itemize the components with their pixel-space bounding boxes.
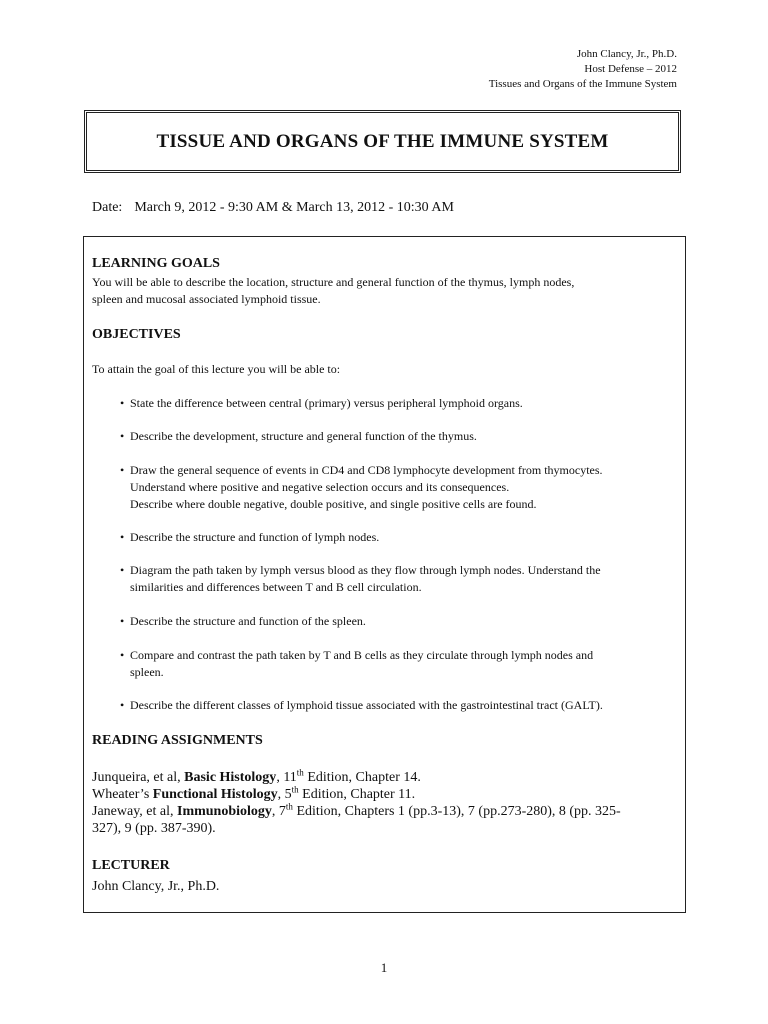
objective-item (120, 697, 680, 714)
objective-item (120, 613, 680, 630)
ref-author: Janeway, et al, (92, 804, 177, 819)
date-label: Date: (92, 200, 123, 215)
objective-line: similarities and differences between T and B cell circulation. (130, 580, 422, 594)
objective-line: State the difference between central (primary) versus peripheral lymphoid organs. (130, 396, 523, 410)
ref-author: Junqueira, et al, (92, 770, 185, 785)
reading-ref (92, 803, 682, 837)
header-topic: Tissues and Organs of the Immune System (488, 78, 677, 90)
learning-goals-line: spleen and mucosal associated lymphoid tissue. (92, 292, 321, 306)
date-line (92, 200, 454, 216)
objective-line: Draw the general sequence of events in CD4 and CD8 lymphocyte development from thymocytes. (130, 463, 603, 477)
objective-line: Describe the structure and function of lymph nodes. (130, 530, 380, 544)
lecturer-heading: LECTURER (92, 858, 170, 873)
objectives-intro: To attain the goal of this lecture you will be able to: (92, 362, 341, 376)
objective-line: Describe where double negative, double positive, and single positive cells are found. (130, 497, 537, 511)
reading-ref (92, 786, 682, 803)
objective-line: spleen. (130, 665, 164, 679)
ref-edition-suffix: th (296, 767, 304, 778)
learning-goals-heading: LEARNING GOALS (92, 256, 220, 271)
ref-detail: Edition, Chapter 14. (303, 770, 421, 785)
ref-edition-suffix: th (291, 784, 299, 795)
ref-book: Immunobiology (177, 804, 272, 819)
objective-item (120, 529, 680, 546)
header-course: Host Defense – 2012 (584, 63, 677, 75)
bullet-icon: • (120, 698, 125, 712)
objective-item (120, 647, 680, 681)
ref-book: Functional Histology (152, 787, 278, 802)
document-title: TISSUE AND ORGANS OF THE IMMUNE SYSTEM (156, 130, 609, 152)
lecturer-name: John Clancy, Jr., Ph.D. (92, 879, 220, 894)
ref-book: Basic Histology (184, 770, 277, 785)
bullet-icon: • (120, 563, 125, 577)
objective-line: Compare and contrast the path taken by T and B cells as they circulate through lymph nodes and (130, 648, 594, 662)
bullet-icon: • (120, 396, 125, 410)
ref-author: Wheater’s (92, 787, 153, 802)
objective-item (120, 562, 680, 596)
reading-list (92, 769, 682, 837)
header-author: John Clancy, Jr., Ph.D. (576, 48, 677, 60)
page-number: 1 (380, 960, 388, 975)
objective-line: Describe the structure and function of the spleen. (130, 614, 366, 628)
objective-line: Describe the development, structure and general function of the thymus. (130, 429, 477, 443)
objective-item (120, 428, 680, 445)
objective-line: Diagram the path taken by lymph versus blood as they flow through lymph nodes. Understand the (130, 563, 601, 577)
bullet-icon: • (120, 530, 125, 544)
learning-goals-line: You will be able to describe the location, structure and general function of the thymus, lymph nodes, (92, 275, 575, 289)
content-box (83, 236, 686, 913)
learning-goals-text (92, 274, 682, 308)
ref-edition-suffix: th (285, 801, 293, 812)
objective-line: Understand where positive and negative selection occurs and its consequences. (130, 480, 510, 494)
reading-heading: READING ASSIGNMENTS (92, 733, 263, 748)
ref-detail: Edition, Chapters 1 (pp.3-13), 7 (pp.273-280), 8 (pp. 325- (292, 804, 621, 819)
bullet-icon: • (120, 648, 125, 662)
ref-edition: , 7 (271, 804, 286, 819)
bullet-icon: • (120, 463, 125, 477)
objectives-heading: OBJECTIVES (92, 327, 181, 342)
bullet-icon: • (120, 429, 125, 443)
bullet-icon: • (120, 614, 125, 628)
title-box (84, 110, 681, 173)
objective-line: Describe the different classes of lymphoid tissue associated with the gastrointestinal tract (GALT). (130, 698, 603, 712)
date-value: March 9, 2012 - 9:30 AM & March 13, 2012 - 10:30 AM (134, 200, 454, 215)
ref-detail-continued: 327), 9 (pp. 387-390). (92, 821, 216, 836)
ref-edition: , 11 (276, 770, 297, 785)
objective-item (120, 462, 680, 513)
ref-edition: , 5 (277, 787, 292, 802)
ref-detail: Edition, Chapter 11. (298, 787, 416, 802)
document-header (489, 47, 677, 92)
reading-ref (92, 769, 682, 786)
objective-item (120, 395, 680, 412)
